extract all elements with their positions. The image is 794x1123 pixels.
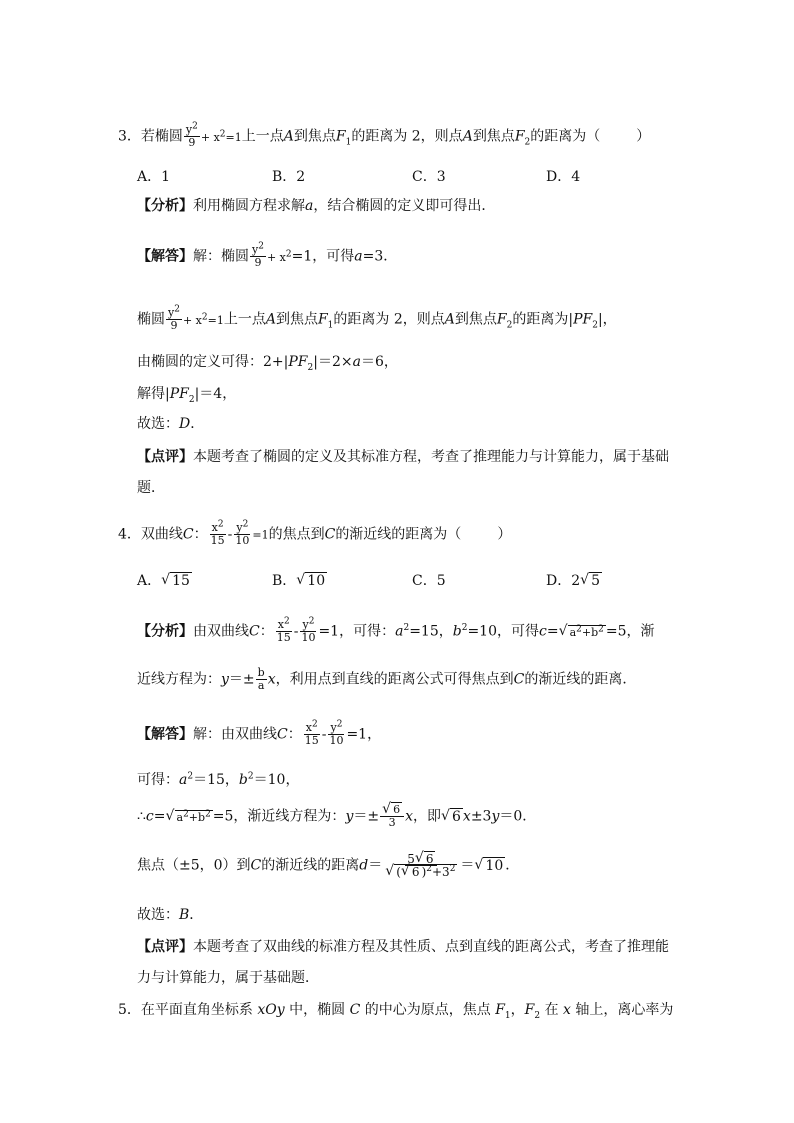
q4-choice: 故选：B． (137, 907, 204, 923)
q4-analysis-line2: 近线方程为：y＝± $\frac{b}{a}$ x，利用点到直线的距离公式可得焦点到C的渐近线的距离． (137, 666, 637, 692)
q4-option-a: A．√ 15 (137, 570, 192, 590)
q4-answer: 【解答】解：由双曲线C： $\frac{x^2}{15}$ - $\frac{y^2}{10}$ =1， (137, 719, 382, 747)
q3-analysis: 【分析】利用椭圆方程求解a，结合椭圆的定义即可得出． (137, 198, 496, 214)
q3-choice: 故选：D． (137, 416, 205, 432)
q4-analysis: 【分析】由双曲线C： $\frac{x^2}{15}$ - $\frac{y^2}{10}$ =1，可得：$a^2=15$，$b^2=10$，可得c=√ $a^2+b^2 =5$，渐 (137, 619, 655, 644)
q3-answer-line3: 由椭圆的定义可得：$2+|PF_2|=2\times a=6$， (137, 354, 398, 373)
fraction: $\frac{y^2}{9}$ (185, 121, 198, 149)
q3-comment-2: 题． (137, 480, 165, 496)
q3-answer-line4: 解得$|PF_2|=4$， (137, 386, 237, 405)
q3-option-a: A．1 (137, 169, 171, 185)
q4-option-c: C．5 (412, 573, 446, 589)
q3-comment: 【点评】本题考查了椭圆的定义及其标准方程，考查了推理能力与计算能力，属于基础 (137, 449, 669, 465)
q5-stem: 5．在平面直角坐标系 xOy 中，椭圆 C 的中心为原点，焦点 $F_1$，$F_2$ 在 x 轴上，离心率为 (118, 1002, 674, 1021)
q3-option-d: D．4 (546, 169, 581, 185)
q3-option-c: C．3 (412, 169, 446, 185)
q4-comment: 【点评】本题考查了双曲线的标准方程及其性质、点到直线的距离公式，考查了推理能 (137, 939, 669, 955)
q4-answer-line3: ∴c=√ $a^2+b^2 =5$，渐近线方程为：y＝± √ $\frac{6}{3}$ x，即√ 6 x±3y＝0． (137, 804, 536, 829)
q3-stem: 3．若椭圆 $\frac{y^2}{9}$ + $x^2=1$上一点A到焦点$F_1$的距离为 2，则点A到焦点$F_2$的距离为（ ） (118, 121, 651, 149)
q4-answer-line4: 焦点（±5，0）到C的渐近线的距离d＝ 5√ 6 √ (√ 6 )$^2+3^2$ ＝√ 10 ． (137, 853, 519, 878)
q4-option-d: D．2√ 5 (546, 570, 602, 590)
q4-option-b: B．√ 10 (272, 570, 327, 590)
q4-comment-2: 力与计算能力，属于基础题． (137, 970, 319, 986)
q3-answer: 【解答】解：椭圆 $\frac{y^2}{9}$ + $x^2=1$，可得a=3． (137, 241, 398, 269)
q4-answer-line2: 可得：$a^2=15$，$b^2=10$， (137, 771, 300, 788)
q4-stem: 4．双曲线C： $\frac{x^2}{15}$ - $\frac{y^2}{10}$ =1的焦点到C的渐近线的距离为（ ） (118, 519, 512, 547)
q3-answer-line2: 椭圆 $\frac{y^2}{9}$ + $x^2=1$上一点A到焦点$F_1$的距离为 2，则点A到焦点$F_2$的距离为$|PF_2|$， (137, 304, 617, 332)
q3-option-b: B．2 (272, 169, 306, 185)
